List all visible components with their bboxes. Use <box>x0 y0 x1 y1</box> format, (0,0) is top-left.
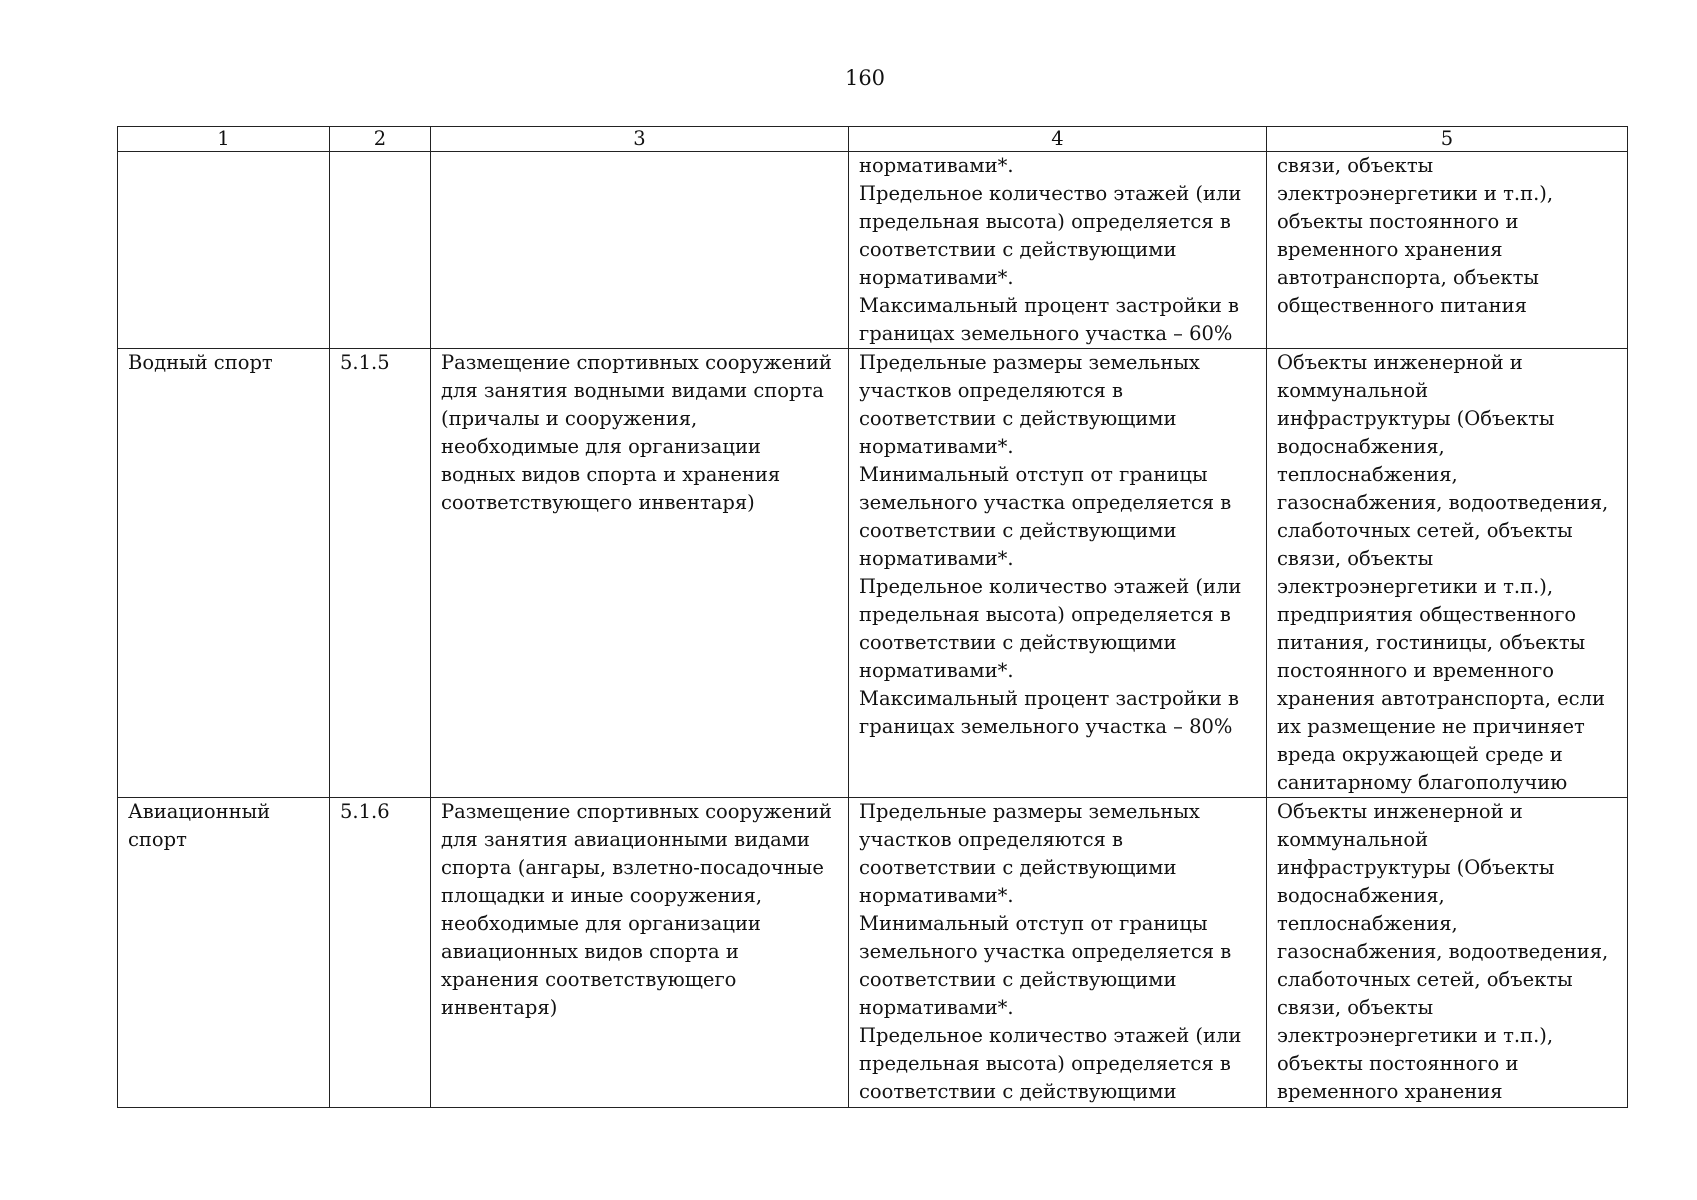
use-type-name <box>118 152 330 349</box>
auxiliary-objects: Объекты инженерной и коммунальной инфраструктуры (Объекты водоснабжения, теплоснабжения, газоснабжения, водоотведения, слаботочных сетей, объекты связи, объекты электроэнергетики и т.п.), объекты постоянного и временного хранения <box>1267 798 1628 1108</box>
column-number-row <box>118 127 1628 152</box>
table-row <box>118 798 1628 1108</box>
use-type-name: Водный спорт <box>118 349 330 798</box>
table-row <box>118 152 1628 349</box>
column-number: 5 <box>1267 127 1628 152</box>
table-row <box>118 349 1628 798</box>
column-number: 3 <box>431 127 849 152</box>
building-parameters: нормативами*. Предельное количество этажей (или предельная высота) определяется в соответствии с действующими нормативами*. Максимальный процент застройки в границах земельного участка – 60% <box>849 152 1267 349</box>
use-type-name: Авиационный спорт <box>118 798 330 1108</box>
building-parameters: Предельные размеры земельных участков определяются в соответствии с действующими нормативами*. Минимальный отступ от границы земельного участка определяется в соответствии с действующими нормативами*. Предельное количество этажей (или предельная высота) определяется в соответствии с действующими нормативами*. Максимальный процент застройки в границах земельного участка – 80% <box>849 349 1267 798</box>
column-number: 4 <box>849 127 1267 152</box>
auxiliary-objects: связи, объекты электроэнергетики и т.п.), объекты постоянного и временного хранения автотранспорта, объекты общественного питания <box>1267 152 1628 349</box>
page-number: 160 <box>844 66 886 90</box>
regulations-table <box>117 126 1628 1108</box>
column-number: 2 <box>330 127 431 152</box>
building-parameters: Предельные размеры земельных участков определяются в соответствии с действующими нормативами*. Минимальный отступ от границы земельного участка определяется в соответствии с действующими нормативами*. Предельное количество этажей (или предельная высота) определяется в соответствии с действующими <box>849 798 1267 1108</box>
use-type-code: 5.1.6 <box>330 798 431 1108</box>
use-type-code <box>330 152 431 349</box>
auxiliary-objects: Объекты инженерной и коммунальной инфраструктуры (Объекты водоснабжения, теплоснабжения, газоснабжения, водоотведения, слаботочных сетей, объекты связи, объекты электроэнергетики и т.п.), предприятия общественного питания, гостиницы, объекты постоянного и временного хранения автотранспорта, если их размещение не причиняет вреда окружающей среде и санитарному благополучию <box>1267 349 1628 798</box>
use-type-code: 5.1.5 <box>330 349 431 798</box>
column-number: 1 <box>118 127 330 152</box>
use-type-description <box>431 152 849 349</box>
use-type-description: Размещение спортивных сооружений для занятия водными видами спорта (причалы и сооружения, необходимые для организации водных видов спорта и хранения соответствующего инвентаря) <box>431 349 849 798</box>
use-type-description: Размещение спортивных сооружений для занятия авиационными видами спорта (ангары, взлетно-посадочные площадки и иные сооружения, необходимые для организации авиационных видов спорта и хранения соответствующего инвентаря) <box>431 798 849 1108</box>
